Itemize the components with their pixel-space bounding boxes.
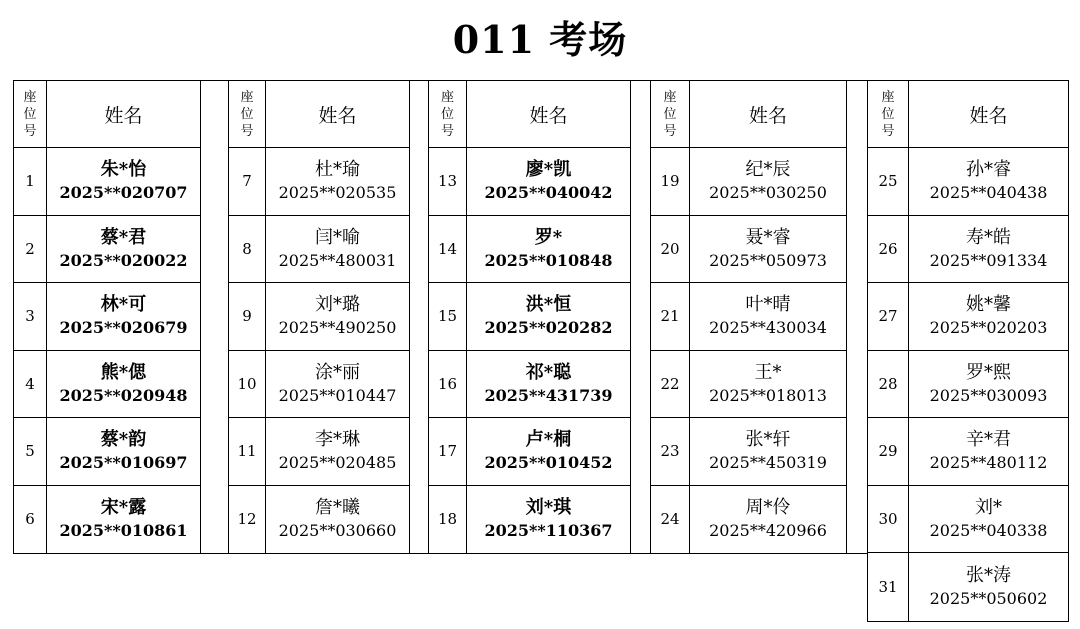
seat-number: 5	[14, 418, 47, 485]
examinee-id: 2025**030093	[929, 385, 1048, 405]
examinee-name: 闫*喻	[315, 226, 360, 248]
seat-header-char: 位	[23, 106, 37, 122]
examinee-cell	[47, 418, 200, 485]
examinee-name: 刘*琪	[525, 497, 572, 519]
examinee-name: 聂*睿	[745, 226, 791, 248]
examinee-name: 李*琳	[315, 429, 360, 451]
examinee-id: 2025**030660	[278, 521, 397, 541]
seat-number: 12	[229, 486, 266, 554]
seat-header-char: 位	[440, 106, 454, 122]
seat-number: 21	[651, 283, 690, 350]
examinee-name: 卢*桐	[525, 429, 572, 451]
examinee-name: 祁*聪	[525, 361, 572, 383]
examinee-cell	[909, 351, 1068, 418]
table-row	[229, 148, 409, 216]
examinee-name: 罗*熙	[966, 361, 1011, 383]
seat-number-header	[14, 81, 47, 147]
column-gap	[631, 80, 650, 554]
table-row	[14, 351, 200, 419]
table-row	[651, 283, 846, 351]
table-row	[229, 216, 409, 284]
examinee-cell	[467, 351, 630, 418]
seat-header-char: 号	[23, 123, 37, 139]
seat-number: 2	[14, 216, 47, 283]
seat-group	[13, 80, 201, 554]
table-row	[229, 486, 409, 554]
examinee-id: 2025**010447	[278, 385, 397, 405]
seat-number: 24	[651, 486, 690, 554]
table-row	[868, 486, 1068, 554]
table-header	[229, 81, 409, 148]
examinee-cell	[909, 553, 1068, 621]
examinee-cell	[690, 351, 846, 418]
column-gap	[410, 80, 428, 554]
table-row	[429, 148, 630, 216]
examinee-name: 熊*偲	[100, 361, 147, 383]
seat-number: 16	[429, 351, 467, 418]
examinee-name: 叶*晴	[745, 294, 791, 316]
examinee-id: 2025**480031	[278, 250, 397, 270]
examinee-id: 2025**010452	[484, 453, 613, 473]
seat-header-char: 号	[663, 123, 677, 139]
examinee-name: 朱*怡	[100, 159, 147, 181]
seat-number-header	[651, 81, 690, 147]
examinee-name: 詹*曦	[315, 497, 360, 519]
table-row	[868, 553, 1068, 621]
page-title: 011 考场	[452, 17, 628, 62]
examinee-name: 林*可	[100, 294, 147, 316]
name-header: 姓名	[529, 104, 568, 127]
column-gap	[201, 80, 228, 554]
examinee-name: 蔡*君	[100, 226, 147, 248]
seat-number: 19	[651, 148, 690, 215]
table-row	[429, 418, 630, 486]
examinee-cell	[467, 216, 630, 283]
examinee-name: 蔡*韵	[100, 429, 147, 451]
examinee-id: 2025**020282	[484, 318, 613, 338]
table-row	[868, 418, 1068, 486]
examinee-id: 2025**018013	[709, 385, 827, 405]
table-row	[868, 148, 1068, 216]
examinee-name: 涂*丽	[315, 361, 360, 383]
table-row	[229, 418, 409, 486]
seat-number: 18	[429, 486, 467, 554]
seat-header-char: 位	[663, 106, 677, 122]
examinee-cell	[690, 486, 846, 554]
table-row	[14, 283, 200, 351]
name-header: 姓名	[104, 104, 143, 127]
examinee-name: 张*涛	[966, 564, 1011, 586]
seat-header-char: 位	[240, 106, 254, 122]
seat-number: 10	[229, 351, 266, 418]
examinee-id: 2025**020022	[59, 250, 188, 270]
examinee-name: 王*	[754, 361, 782, 383]
seat-number: 4	[14, 351, 47, 418]
examinee-cell	[266, 283, 409, 350]
table-row	[651, 351, 846, 419]
examinee-id: 2025**020679	[59, 318, 188, 338]
examinee-name: 孙*睿	[966, 159, 1011, 181]
examinee-cell	[467, 148, 630, 215]
examinee-cell	[266, 148, 409, 215]
seat-number: 11	[229, 418, 266, 485]
seat-header-char: 座	[440, 89, 454, 105]
examinee-id: 2025**050973	[709, 250, 827, 270]
examinee-cell	[266, 216, 409, 283]
seat-group	[650, 80, 847, 554]
table-row	[651, 418, 846, 486]
examinee-name: 寿*皓	[966, 226, 1011, 248]
examinee-name: 宋*露	[100, 497, 147, 519]
seat-header-char: 号	[240, 123, 254, 139]
seat-number: 30	[868, 486, 909, 553]
seat-number: 31	[868, 553, 909, 621]
seat-number-header	[429, 81, 467, 147]
seat-number: 9	[229, 283, 266, 350]
examinee-name: 周*伶	[745, 497, 791, 519]
seat-number: 7	[229, 148, 266, 215]
examinee-id: 2025**020485	[278, 453, 397, 473]
seat-number: 27	[868, 283, 909, 350]
examinee-name: 刘*璐	[315, 294, 360, 316]
examinee-cell	[909, 418, 1068, 485]
name-header: 姓名	[318, 104, 357, 127]
seat-header-char: 座	[240, 89, 254, 105]
table-row	[14, 148, 200, 216]
table-row	[429, 486, 630, 554]
examinee-id: 2025**010697	[59, 453, 188, 473]
examinee-cell	[467, 418, 630, 485]
examinee-id: 2025**010848	[484, 250, 613, 270]
seat-header-char: 座	[663, 89, 677, 105]
seat-group	[428, 80, 631, 554]
seat-number: 26	[868, 216, 909, 283]
examinee-cell	[47, 216, 200, 283]
seat-header-char: 号	[881, 123, 895, 139]
seat-header-char: 号	[440, 123, 454, 139]
examinee-cell	[467, 486, 630, 554]
examinee-name: 廖*凯	[525, 159, 572, 181]
examinee-name: 刘*	[975, 496, 1002, 518]
examinee-cell	[266, 418, 409, 485]
seat-number: 1	[14, 148, 47, 215]
seat-number: 14	[429, 216, 467, 283]
seat-number: 8	[229, 216, 266, 283]
examinee-cell	[47, 283, 200, 350]
examinee-name: 姚*馨	[966, 294, 1011, 316]
name-header: 姓名	[969, 104, 1008, 127]
examinee-id: 2025**430034	[709, 318, 827, 338]
table-header	[14, 81, 200, 148]
examinee-cell	[909, 216, 1068, 283]
examinee-id: 2025**020535	[278, 183, 397, 203]
seat-number: 25	[868, 148, 909, 215]
name-header: 姓名	[748, 104, 787, 127]
examinee-id: 2025**020948	[59, 385, 188, 405]
examinee-cell	[467, 283, 630, 350]
table-row	[868, 216, 1068, 284]
examinee-id: 2025**020203	[929, 318, 1048, 338]
examinee-id: 2025**040338	[929, 520, 1048, 540]
table-row	[229, 351, 409, 419]
examinee-id: 2025**490250	[278, 318, 397, 338]
seat-number: 29	[868, 418, 909, 485]
seat-group	[867, 80, 1069, 622]
examinee-id: 2025**450319	[709, 453, 827, 473]
examinee-id: 2025**010861	[59, 521, 188, 541]
examinee-cell	[690, 418, 846, 485]
examinee-name: 杜*瑜	[315, 159, 360, 181]
seat-header-char: 座	[881, 89, 895, 105]
seat-number: 22	[651, 351, 690, 418]
examinee-cell	[266, 351, 409, 418]
column-gap	[847, 80, 867, 554]
examinee-cell	[47, 148, 200, 215]
examinee-cell	[909, 148, 1068, 215]
examinee-cell	[690, 148, 846, 215]
seat-header-char: 座	[23, 89, 37, 105]
table-row	[14, 486, 200, 554]
examinee-id: 2025**020707	[59, 183, 188, 203]
examinee-id: 2025**420966	[709, 521, 827, 541]
seat-number-header	[868, 81, 909, 147]
table-row	[429, 351, 630, 419]
examinee-id: 2025**040438	[929, 183, 1048, 203]
examinee-name: 张*轩	[745, 429, 791, 451]
examinee-cell	[690, 216, 846, 283]
seat-number-header	[229, 81, 266, 147]
examinee-cell	[909, 283, 1068, 350]
examinee-name: 洪*恒	[525, 294, 572, 316]
examinee-id: 2025**030250	[709, 183, 827, 203]
examinee-cell	[47, 486, 200, 554]
table-row	[429, 283, 630, 351]
examinee-id: 2025**480112	[929, 453, 1048, 473]
seat-number: 15	[429, 283, 467, 350]
table-row	[229, 283, 409, 351]
table-row	[651, 216, 846, 284]
table-row	[651, 148, 846, 216]
table-row	[14, 418, 200, 486]
examinee-name: 罗*	[534, 226, 563, 248]
seat-number: 20	[651, 216, 690, 283]
seat-number: 13	[429, 148, 467, 215]
seat-number: 28	[868, 351, 909, 418]
examinee-name: 辛*君	[966, 429, 1011, 451]
table-row	[868, 351, 1068, 419]
seat-number: 23	[651, 418, 690, 485]
table-header	[651, 81, 846, 148]
seat-header-char: 位	[881, 106, 895, 122]
table-row	[651, 486, 846, 554]
table-row	[14, 216, 200, 284]
examinee-id: 2025**431739	[484, 385, 613, 405]
examinee-name: 纪*辰	[745, 159, 791, 181]
table-header	[429, 81, 630, 148]
examinee-id: 2025**110367	[484, 521, 613, 541]
seat-number: 3	[14, 283, 47, 350]
examinee-cell	[266, 486, 409, 554]
table-row	[868, 283, 1068, 351]
examinee-id: 2025**050602	[929, 588, 1048, 608]
examinee-id: 2025**091334	[929, 250, 1048, 270]
table-header	[868, 81, 1068, 148]
examinee-cell	[909, 486, 1068, 553]
seat-number: 6	[14, 486, 47, 554]
examinee-cell	[47, 351, 200, 418]
seat-group	[228, 80, 410, 554]
seat-number: 17	[429, 418, 467, 485]
examinee-cell	[690, 283, 846, 350]
table-row	[429, 216, 630, 284]
examinee-id: 2025**040042	[484, 183, 613, 203]
